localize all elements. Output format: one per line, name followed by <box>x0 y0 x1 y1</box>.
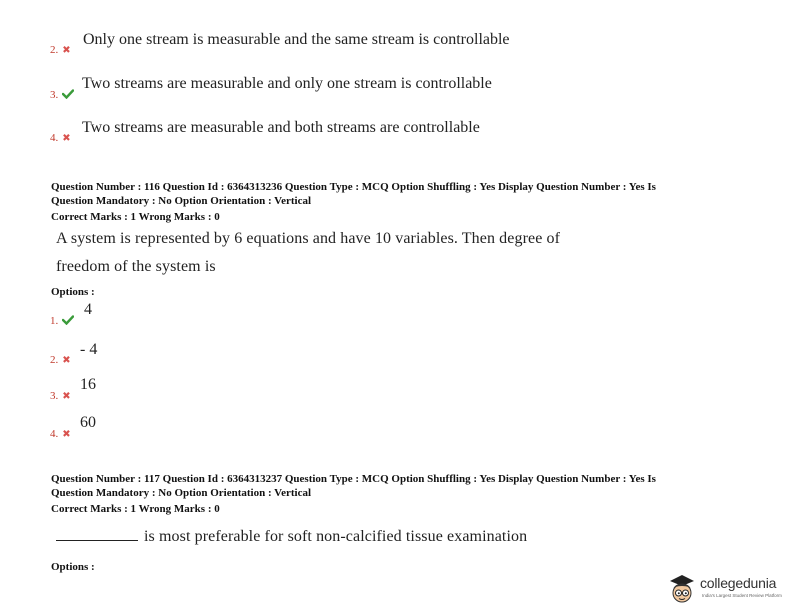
collegedunia-logo <box>666 572 788 608</box>
option-text: Two streams are measurable and both streams are controllable <box>82 119 480 136</box>
answer-blank <box>56 526 138 541</box>
question-meta-line: Question Mandatory : No Option Orientation : Vertical <box>51 195 312 207</box>
cross-icon: ✖ <box>62 355 71 366</box>
question-meta-line: Question Mandatory : No Option Orientation : Vertical <box>51 487 312 499</box>
question-text-row <box>56 526 527 546</box>
option-text: 16 <box>80 376 96 393</box>
option-number: 3. <box>50 390 59 402</box>
option-text: Only one stream is measurable and the same stream is controllable <box>83 31 510 48</box>
question-meta-line: Question Number : 117 Question Id : 6364313237 Question Type : MCQ Option Shuffling : Yes Display Question Number : Yes Is <box>51 473 656 485</box>
options-label: Options : <box>51 286 95 298</box>
options-label: Options : <box>51 561 95 573</box>
option-text: 60 <box>80 414 96 431</box>
option-text: - 4 <box>80 341 98 358</box>
option-4 <box>50 424 71 442</box>
question-text: freedom of the system is <box>56 258 216 275</box>
option-number: 1. <box>50 315 59 327</box>
cross-icon: ✖ <box>62 133 71 144</box>
logo-tagline: India's Largest Student Review Platform <box>702 593 782 598</box>
option-number: 4. <box>50 132 59 144</box>
question-meta-line: Question Number : 116 Question Id : 6364313236 Question Type : MCQ Option Shuffling : Yes Display Question Number : Yes Is <box>51 181 656 193</box>
option-number: 3. <box>50 89 59 101</box>
option-2 <box>50 40 71 58</box>
option-3 <box>50 386 71 404</box>
check-icon <box>62 315 74 325</box>
mascot-icon <box>666 572 698 606</box>
option-4 <box>50 128 71 146</box>
option-text: 4 <box>84 301 92 318</box>
cross-icon: ✖ <box>62 391 71 402</box>
cross-icon: ✖ <box>62 429 71 440</box>
option-number: 2. <box>50 44 59 56</box>
question-text: is most preferable for soft non-calcified tissue examination <box>144 528 528 545</box>
option-3 <box>50 85 74 103</box>
option-number: 4. <box>50 428 59 440</box>
option-2 <box>50 350 71 368</box>
logo-wordmark: collegedunia <box>700 575 777 591</box>
option-1 <box>50 311 74 329</box>
option-number: 2. <box>50 354 59 366</box>
check-icon <box>62 89 74 99</box>
cross-icon: ✖ <box>62 45 71 56</box>
option-text: Two streams are measurable and only one stream is controllable <box>82 75 492 92</box>
question-marks: Correct Marks : 1 Wrong Marks : 0 <box>51 503 220 515</box>
question-marks: Correct Marks : 1 Wrong Marks : 0 <box>51 211 220 223</box>
question-text: A system is represented by 6 equations and have 10 variables. Then degree of <box>56 230 561 247</box>
